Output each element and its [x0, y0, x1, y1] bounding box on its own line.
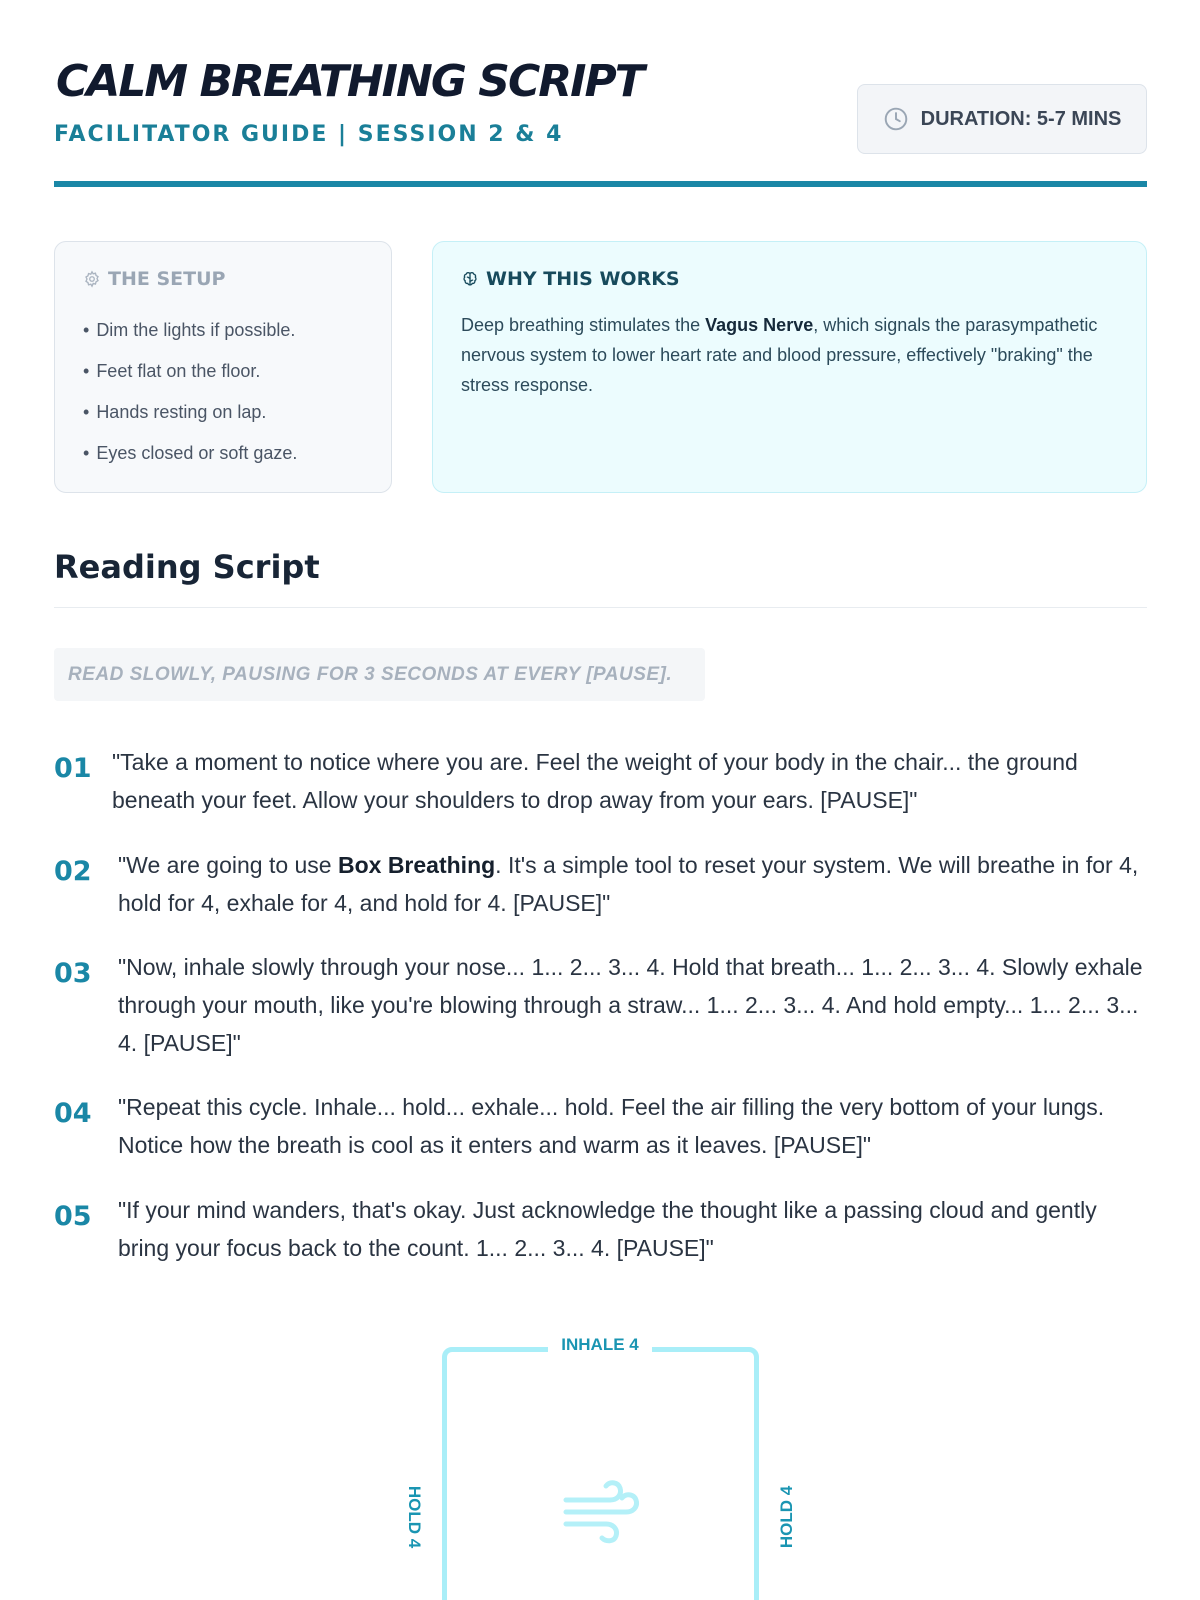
duration-badge [857, 84, 1147, 154]
wind-icon [562, 1478, 640, 1544]
step-text-part: . It's a simple tool to reset your system. We will breathe in for 4, hold for 4, exhale for 4, and hold for 4. [PAUSE]" [118, 852, 1139, 916]
hold-right-label: HOLD 4 [777, 1485, 796, 1549]
inhale-label: INHALE 4 [548, 1330, 652, 1360]
step-text [118, 948, 1148, 1062]
why-text-part: , which signals the parasympathetic nervous system to lower heart rate and blood pressure, effectively "braking" the stress response. [461, 315, 1098, 395]
setup-item: • Feet flat on the floor. [83, 351, 363, 392]
step-text [118, 846, 1148, 922]
step-number: 04 [54, 1098, 92, 1129]
page-subtitle: FACILITATOR GUIDE | SESSION 2 & 4 [54, 122, 564, 147]
setup-list [83, 310, 363, 474]
step-text-bold: Box Breathing [337, 852, 496, 878]
why-heading-label: WHY THIS WORKS [486, 268, 680, 290]
breathing-box [442, 1347, 759, 1600]
gear-icon [83, 270, 101, 288]
duration-text: DURATION: 5-7 MINS [920, 107, 1122, 130]
step-number: 02 [54, 856, 92, 887]
step-text-part: "Now, inhale slowly through your nose... 1... 2... 3... 4. Hold that breath... 1... 2... 3... 4. Slowly exhale through your mouth, like you're blowing through a straw... 1... 2... 3... 4. And hold empty... 1... 2... 3... 4. [PAUSE]" [118, 954, 1143, 1056]
page-header [54, 0, 1147, 190]
why-text-part: Deep breathing stimulates the [461, 315, 706, 335]
setup-heading [83, 268, 363, 290]
clock-icon [883, 106, 909, 132]
setup-item: • Hands resting on lap. [83, 392, 363, 433]
header-divider [54, 181, 1147, 187]
setup-card [54, 241, 392, 493]
step-text-part: "We are going to use [118, 852, 338, 878]
section-divider [54, 607, 1147, 608]
setup-item: • Dim the lights if possible. [83, 310, 363, 351]
step-text [112, 743, 1142, 819]
box-breathing-diagram [54, 1310, 1147, 1600]
section-title: Reading Script [54, 548, 320, 586]
step-text-part: "Repeat this cycle. Inhale... hold... exhale... hold. Feel the air filling the very bottom of your lungs. Notice how the breath is cool as it enters and warm as it leaves. [PAUSE]" [118, 1094, 1105, 1158]
step-number: 05 [54, 1201, 92, 1232]
why-card [432, 241, 1147, 493]
facilitator-guide-page [54, 0, 1147, 1600]
why-text-bold: Vagus Nerve [705, 315, 814, 335]
step-text [118, 1191, 1148, 1267]
step-number: 03 [54, 958, 92, 989]
page-title: CALM BREATHING SCRIPT [56, 56, 643, 107]
why-text [461, 310, 1118, 400]
brain-icon [461, 270, 479, 288]
step-text-part: "If your mind wanders, that's okay. Just acknowledge the thought like a passing cloud and gently bring your focus back to the count. 1... 2... 3... 4. [PAUSE]" [118, 1197, 1097, 1261]
step-number: 01 [54, 753, 92, 784]
setup-heading-label: THE SETUP [108, 268, 226, 290]
step-text [118, 1088, 1148, 1164]
why-heading [461, 268, 1118, 290]
step-text-part: "Take a moment to notice where you are. Feel the weight of your body in the chair... the ground beneath your feet. Allow your shoulders to drop away from your ears. [PAUSE]" [112, 749, 1078, 813]
reading-instruction: READ SLOWLY, PAUSING FOR 3 SECONDS AT EVERY [PAUSE]. [54, 648, 705, 701]
setup-item: • Eyes closed or soft gaze. [83, 433, 363, 474]
hold-left-label: HOLD 4 [405, 1485, 424, 1549]
